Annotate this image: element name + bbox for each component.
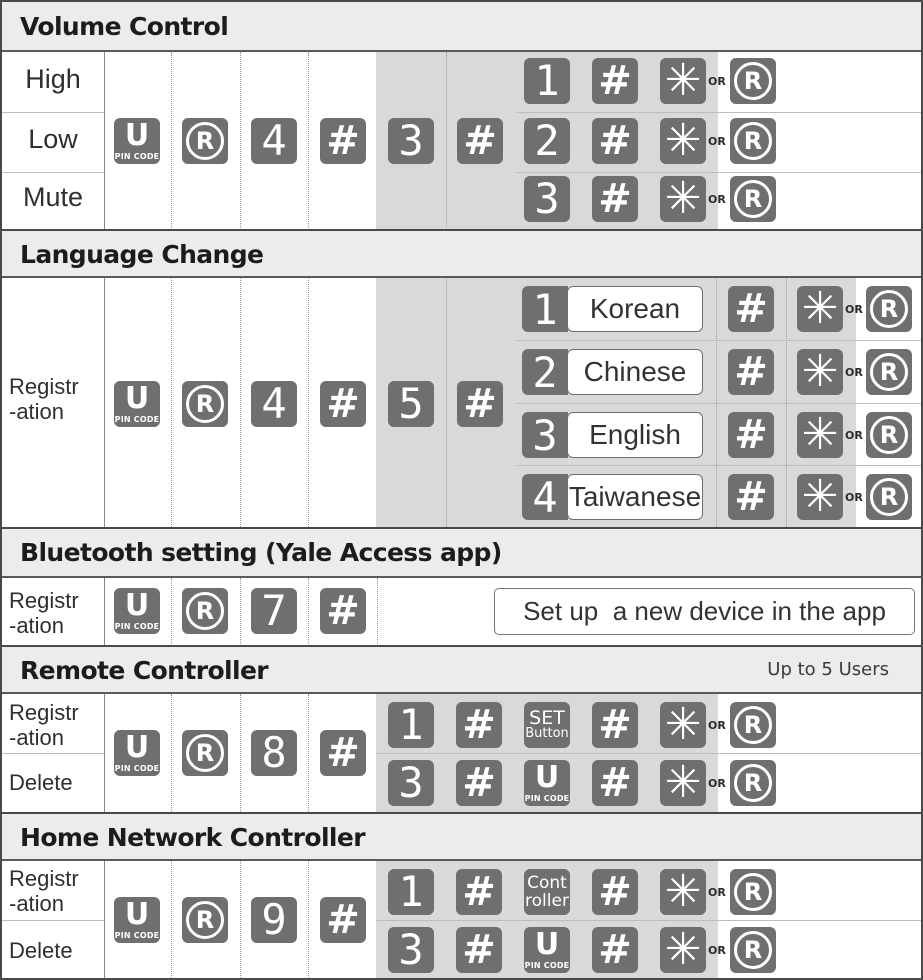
- language-header: [2, 231, 921, 278]
- divider: [171, 694, 172, 812]
- user-pin-key: U PIN CODE: [114, 897, 160, 943]
- star-key: ✳: [660, 927, 706, 973]
- hash-key: #: [320, 730, 366, 776]
- home-title: Home Network Controller: [20, 823, 365, 852]
- divider: [308, 861, 309, 978]
- remote-user-limit: Up to 5 Users: [767, 659, 889, 680]
- hash-key: #: [728, 474, 774, 520]
- home-header: [2, 814, 921, 861]
- star-key: ✳: [797, 412, 843, 458]
- digit-key: 8: [251, 730, 297, 776]
- set-button-key: SET Button: [524, 702, 570, 748]
- hash-key: #: [320, 118, 366, 164]
- user-pin-key: U PIN CODE: [524, 760, 570, 806]
- bluetooth-title: Bluetooth setting (Yale Access app): [20, 538, 502, 567]
- volume-row-low: Low: [28, 124, 78, 154]
- divider: [308, 278, 309, 527]
- hash-key: #: [592, 702, 638, 748]
- user-pin-key: U PIN CODE: [114, 381, 160, 427]
- or-label: OR: [845, 491, 863, 504]
- divider: [2, 920, 104, 921]
- star-key: ✳: [660, 176, 706, 222]
- register-key: R: [730, 58, 776, 104]
- divider: [240, 861, 241, 978]
- or-label: OR: [708, 75, 726, 88]
- hash-key: #: [592, 176, 638, 222]
- hash-key: #: [320, 588, 366, 634]
- digit-key: 3: [522, 412, 568, 458]
- remote-title: Remote Controller: [20, 656, 269, 685]
- or-label: OR: [845, 429, 863, 442]
- star-key: ✳: [797, 286, 843, 332]
- divider: [376, 920, 921, 921]
- language-row-registration: Registr -ation: [9, 374, 79, 424]
- bluetooth-row-registration: Registr -ation: [9, 588, 79, 638]
- language-option-taiwanese: Taiwanese: [567, 474, 703, 520]
- or-label: OR: [708, 193, 726, 206]
- hash-key: #: [320, 897, 366, 943]
- user-pin-key: U PIN CODE: [524, 927, 570, 973]
- register-key: R: [866, 474, 912, 520]
- star-key: ✳: [660, 869, 706, 915]
- digit-key: 4: [251, 118, 297, 164]
- register-key: R: [730, 702, 776, 748]
- hash-key: #: [456, 702, 502, 748]
- star-key: ✳: [660, 58, 706, 104]
- star-key: ✳: [660, 702, 706, 748]
- divider: [446, 52, 447, 230]
- divider: [516, 403, 921, 404]
- divider: [516, 112, 921, 113]
- star-key: ✳: [660, 760, 706, 806]
- hash-key: #: [728, 412, 774, 458]
- star-key: ✳: [660, 118, 706, 164]
- remote-row-registration: Registr -ation: [9, 700, 79, 750]
- digit-key: 3: [388, 927, 434, 973]
- hash-key: #: [728, 349, 774, 395]
- register-key: R: [182, 730, 228, 776]
- divider: [104, 861, 105, 978]
- hash-key: #: [457, 118, 503, 164]
- divider: [104, 694, 105, 812]
- or-label: OR: [708, 886, 726, 899]
- hash-key: #: [457, 381, 503, 427]
- remote-header: [2, 647, 921, 694]
- or-label: OR: [708, 719, 726, 732]
- register-key: R: [866, 286, 912, 332]
- divider: [308, 694, 309, 812]
- digit-key: 1: [388, 702, 434, 748]
- divider: [171, 578, 172, 646]
- star-key: ✳: [797, 349, 843, 395]
- register-key: R: [730, 118, 776, 164]
- user-pin-key: U PIN CODE: [114, 588, 160, 634]
- divider: [2, 753, 104, 754]
- hash-key: #: [592, 869, 638, 915]
- language-option-korean: Korean: [567, 286, 703, 332]
- hash-key: #: [320, 381, 366, 427]
- divider: [377, 578, 378, 646]
- language-option-english: English: [567, 412, 703, 458]
- register-key: R: [182, 588, 228, 634]
- register-key: R: [182, 897, 228, 943]
- or-label: OR: [845, 366, 863, 379]
- home-row-delete: Delete: [9, 938, 73, 963]
- hash-key: #: [592, 760, 638, 806]
- divider: [104, 278, 105, 527]
- divider: [516, 340, 921, 341]
- divider: [376, 753, 921, 754]
- app-setup-instruction: Set up a new device in the app: [494, 588, 915, 635]
- divider: [2, 172, 104, 173]
- register-key: R: [866, 412, 912, 458]
- divider: [240, 52, 241, 230]
- divider: [240, 278, 241, 527]
- divider: [171, 861, 172, 978]
- user-pin-key: U PIN CODE: [114, 118, 160, 164]
- divider: [171, 52, 172, 230]
- hash-key: #: [456, 927, 502, 973]
- divider: [516, 465, 921, 466]
- register-key: R: [866, 349, 912, 395]
- divider: [446, 278, 447, 527]
- hash-key: #: [456, 869, 502, 915]
- digit-key: 3: [388, 760, 434, 806]
- register-key: R: [730, 869, 776, 915]
- language-option-chinese: Chinese: [567, 349, 703, 395]
- divider: [240, 578, 241, 646]
- user-pin-key: U PIN CODE: [114, 730, 160, 776]
- volume-header: [2, 2, 921, 52]
- digit-key: 1: [524, 58, 570, 104]
- digit-key: 3: [388, 118, 434, 164]
- digit-key: 1: [388, 869, 434, 915]
- bluetooth-header: [2, 529, 921, 578]
- register-key: R: [730, 176, 776, 222]
- divider: [104, 52, 105, 230]
- hash-key: #: [728, 286, 774, 332]
- divider: [240, 694, 241, 812]
- controller-button-key: Cont roller: [524, 869, 570, 915]
- volume-title: Volume Control: [20, 12, 229, 41]
- remote-row-delete: Delete: [9, 770, 73, 795]
- home-row-registration: Registr -ation: [9, 866, 79, 916]
- digit-key: 2: [524, 118, 570, 164]
- register-key: R: [182, 118, 228, 164]
- hash-key: #: [592, 118, 638, 164]
- register-key: R: [730, 927, 776, 973]
- hash-key: #: [456, 760, 502, 806]
- divider: [2, 112, 104, 113]
- divider: [516, 172, 921, 173]
- digit-key: 4: [251, 381, 297, 427]
- or-label: OR: [708, 944, 726, 957]
- divider: [171, 278, 172, 527]
- digit-key: 5: [388, 381, 434, 427]
- star-key: ✳: [797, 474, 843, 520]
- digit-key: 4: [522, 474, 568, 520]
- digit-key: 2: [522, 349, 568, 395]
- volume-row-high: High: [25, 64, 81, 94]
- or-label: OR: [708, 777, 726, 790]
- or-label: OR: [708, 135, 726, 148]
- divider: [308, 52, 309, 230]
- hash-key: #: [592, 927, 638, 973]
- volume-row-mute: Mute: [22, 182, 84, 212]
- register-key: R: [730, 760, 776, 806]
- language-title: Language Change: [20, 240, 264, 269]
- register-key: R: [182, 381, 228, 427]
- divider: [308, 578, 309, 646]
- digit-key: 7: [251, 588, 297, 634]
- digit-key: 9: [251, 897, 297, 943]
- digit-key: 3: [524, 176, 570, 222]
- hash-key: #: [592, 58, 638, 104]
- or-label: OR: [845, 303, 863, 316]
- digit-key: 1: [522, 286, 568, 332]
- divider: [104, 578, 105, 646]
